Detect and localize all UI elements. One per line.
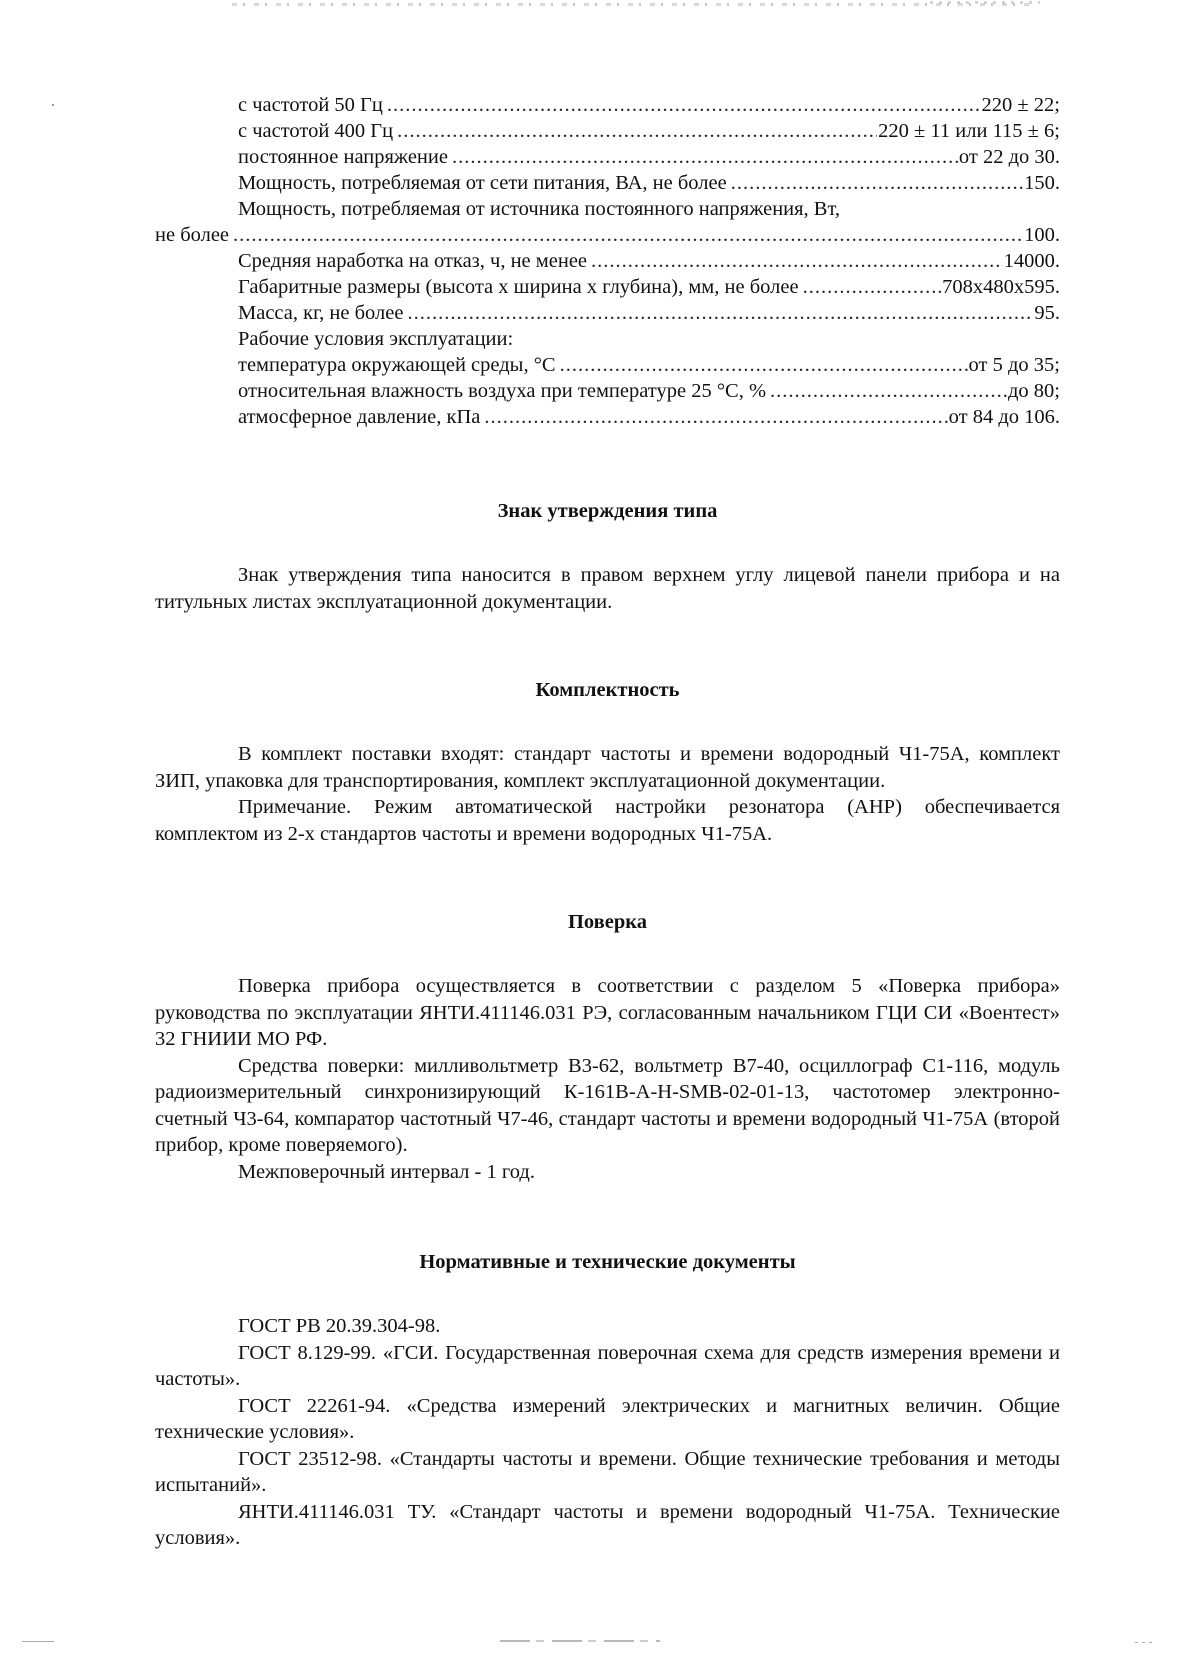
- spec-value: 708x480x595.: [942, 276, 1060, 298]
- section-body-verification: [155, 973, 1060, 1185]
- spec-label: с частотой 50 Гц: [238, 94, 383, 116]
- dot-leader: [484, 404, 947, 430]
- dot-leader: [560, 352, 968, 378]
- section-title-normative-docs: Нормативные и технические документы: [419, 1251, 796, 1273]
- spec-value: от 22 до 30.: [958, 146, 1060, 168]
- spec-label: атмосферное давление, кПа: [238, 406, 481, 428]
- spec-line-mtbf: [238, 248, 1060, 274]
- dot-leader: [591, 248, 1003, 274]
- spec-line-dc-power: [155, 222, 1060, 248]
- scan-artifact-top: [232, 3, 1032, 6]
- scan-artifact-bottom-right: [1135, 1642, 1155, 1643]
- spec-label: относительная влажность воздуха при температуре 25 °С, %: [238, 380, 767, 402]
- paragraph: ГОСТ 8.129-99. «ГСИ. Государственная поверочная схема для средств измерения времени и частоты».: [155, 1341, 1060, 1390]
- dot-leader: [387, 92, 981, 118]
- paragraph: ГОСТ 22261-94. «Средства измерений электрических и магнитных величин. Общие технические условия».: [155, 1394, 1060, 1443]
- dot-leader: [233, 222, 1023, 248]
- dot-leader: [397, 118, 877, 144]
- paragraph: Знак утверждения типа наносится в правом верхнем углу лицевой панели прибора и на титульных листах эксплуатационной документации.: [155, 564, 1060, 613]
- operating-conditions-label: Рабочие условия эксплуатации:: [238, 328, 514, 350]
- paragraph: ГОСТ РВ 20.39.304-98.: [238, 1315, 441, 1337]
- spec-label: Габаритные размеры (высота х ширина х глубина), мм, не более: [238, 276, 799, 298]
- spec-label: Средняя наработка на отказ, ч, не менее: [238, 250, 588, 272]
- dot-leader: [731, 170, 1023, 196]
- spec-line-400hz: [238, 118, 1060, 144]
- spec-line-humidity: [238, 378, 1060, 404]
- spec-label: температура окружающей среды, °С: [238, 354, 556, 376]
- spec-value: 220 ± 22;: [981, 94, 1060, 116]
- spec-value: от 5 до 35;: [968, 354, 1060, 376]
- spec-label: постоянное напряжение: [238, 146, 448, 168]
- paragraph: Средства поверки: милливольтметр В3-62, вольтметр В7-40, осциллограф С1-116, модуль радиоизмерительный синхронизирующий К-161В-А-Н-SMB-02-01-13, частотомер электронно-счетный Ч3-64, компаратор частотный Ч7-46, стандарт частоты и времени водородный Ч1-75А (второй прибор, кроме поверяемого).: [155, 1054, 1060, 1156]
- spec-label: Мощность, потребляемая от сети питания, ВА, не более: [238, 172, 727, 194]
- spec-value: до 80;: [1007, 380, 1060, 402]
- spec-label: с частотой 400 Гц: [238, 120, 394, 142]
- spec-value: 150.: [1024, 172, 1060, 194]
- spec-value: 220 ± 11 или 115 ± 6;: [878, 120, 1060, 142]
- scan-artifact-top-right: [930, 1, 1040, 4]
- spec-line-dimensions: [238, 274, 1060, 300]
- spec-dc-power-label: Мощность, потребляемая от источника постоянного напряжения, Вт,: [238, 198, 841, 220]
- spec-line-dc-voltage: [238, 144, 1060, 170]
- paragraph: Поверка прибора осуществляется в соответствии с разделом 5 «Поверка прибора» руководства по эксплуатации ЯНТИ.411146.031 РЭ, согласованным начальником ГЦИ СИ «Воентест» 32 ГНИИИ МО РФ.: [155, 975, 1060, 1050]
- section-title-verification: Поверка: [567, 911, 647, 933]
- document-page: [155, 92, 1060, 1552]
- paragraph: Межповерочный интервал - 1 год.: [238, 1160, 535, 1183]
- spec-line-temperature: [238, 352, 1060, 378]
- section-body-normative-docs: [155, 1313, 1060, 1552]
- specs-block: [155, 92, 1060, 430]
- paragraph: ГОСТ 23512-98. «Стандарты частоты и времени. Общие технические требования и методы испытаний».: [155, 1447, 1060, 1496]
- dot-leader: [770, 378, 1007, 404]
- scan-artifact-bottom: [500, 1640, 660, 1642]
- spec-value: 14000.: [1003, 250, 1060, 272]
- section-title-type-approval: Знак утверждения типа: [497, 500, 718, 522]
- spec-line-50hz: [238, 92, 1060, 118]
- paragraph-note: Примечание. Режим автоматической настройки резонатора (АНР) обеспечивается комплектом из 2-х стандартов частоты и времени водородных Ч1-75А.: [155, 796, 1060, 845]
- spec-label: Масса, кг, не более: [238, 302, 404, 324]
- spec-line-mass: [238, 300, 1060, 326]
- spec-label: не более: [155, 224, 230, 246]
- scan-artifact-dot: [52, 104, 54, 106]
- spec-line-pressure: [238, 404, 1060, 430]
- section-body-completeness: [155, 741, 1060, 847]
- dot-leader: [407, 300, 1033, 326]
- section-title-completeness: Комплектность: [535, 679, 680, 701]
- spec-value: от 84 до 106.: [948, 406, 1060, 428]
- paragraph: ЯНТИ.411146.031 ТУ. «Стандарт частоты и времени водородный Ч1-75А. Технические условия».: [155, 1500, 1060, 1549]
- spec-line-ac-power: [238, 170, 1060, 196]
- dot-leader: [803, 274, 942, 300]
- spec-value: 95.: [1034, 302, 1060, 324]
- section-body-type-approval: [155, 562, 1060, 615]
- dot-leader: [452, 144, 958, 170]
- paragraph: В комплект поставки входят: стандарт частоты и времени водородный Ч1-75А, комплект ЗИП, упаковка для транспортирования, комплект эксплуатационной документации.: [155, 743, 1060, 792]
- spec-value: 100.: [1024, 224, 1060, 246]
- scan-artifact-bottom-left: [22, 1641, 54, 1642]
